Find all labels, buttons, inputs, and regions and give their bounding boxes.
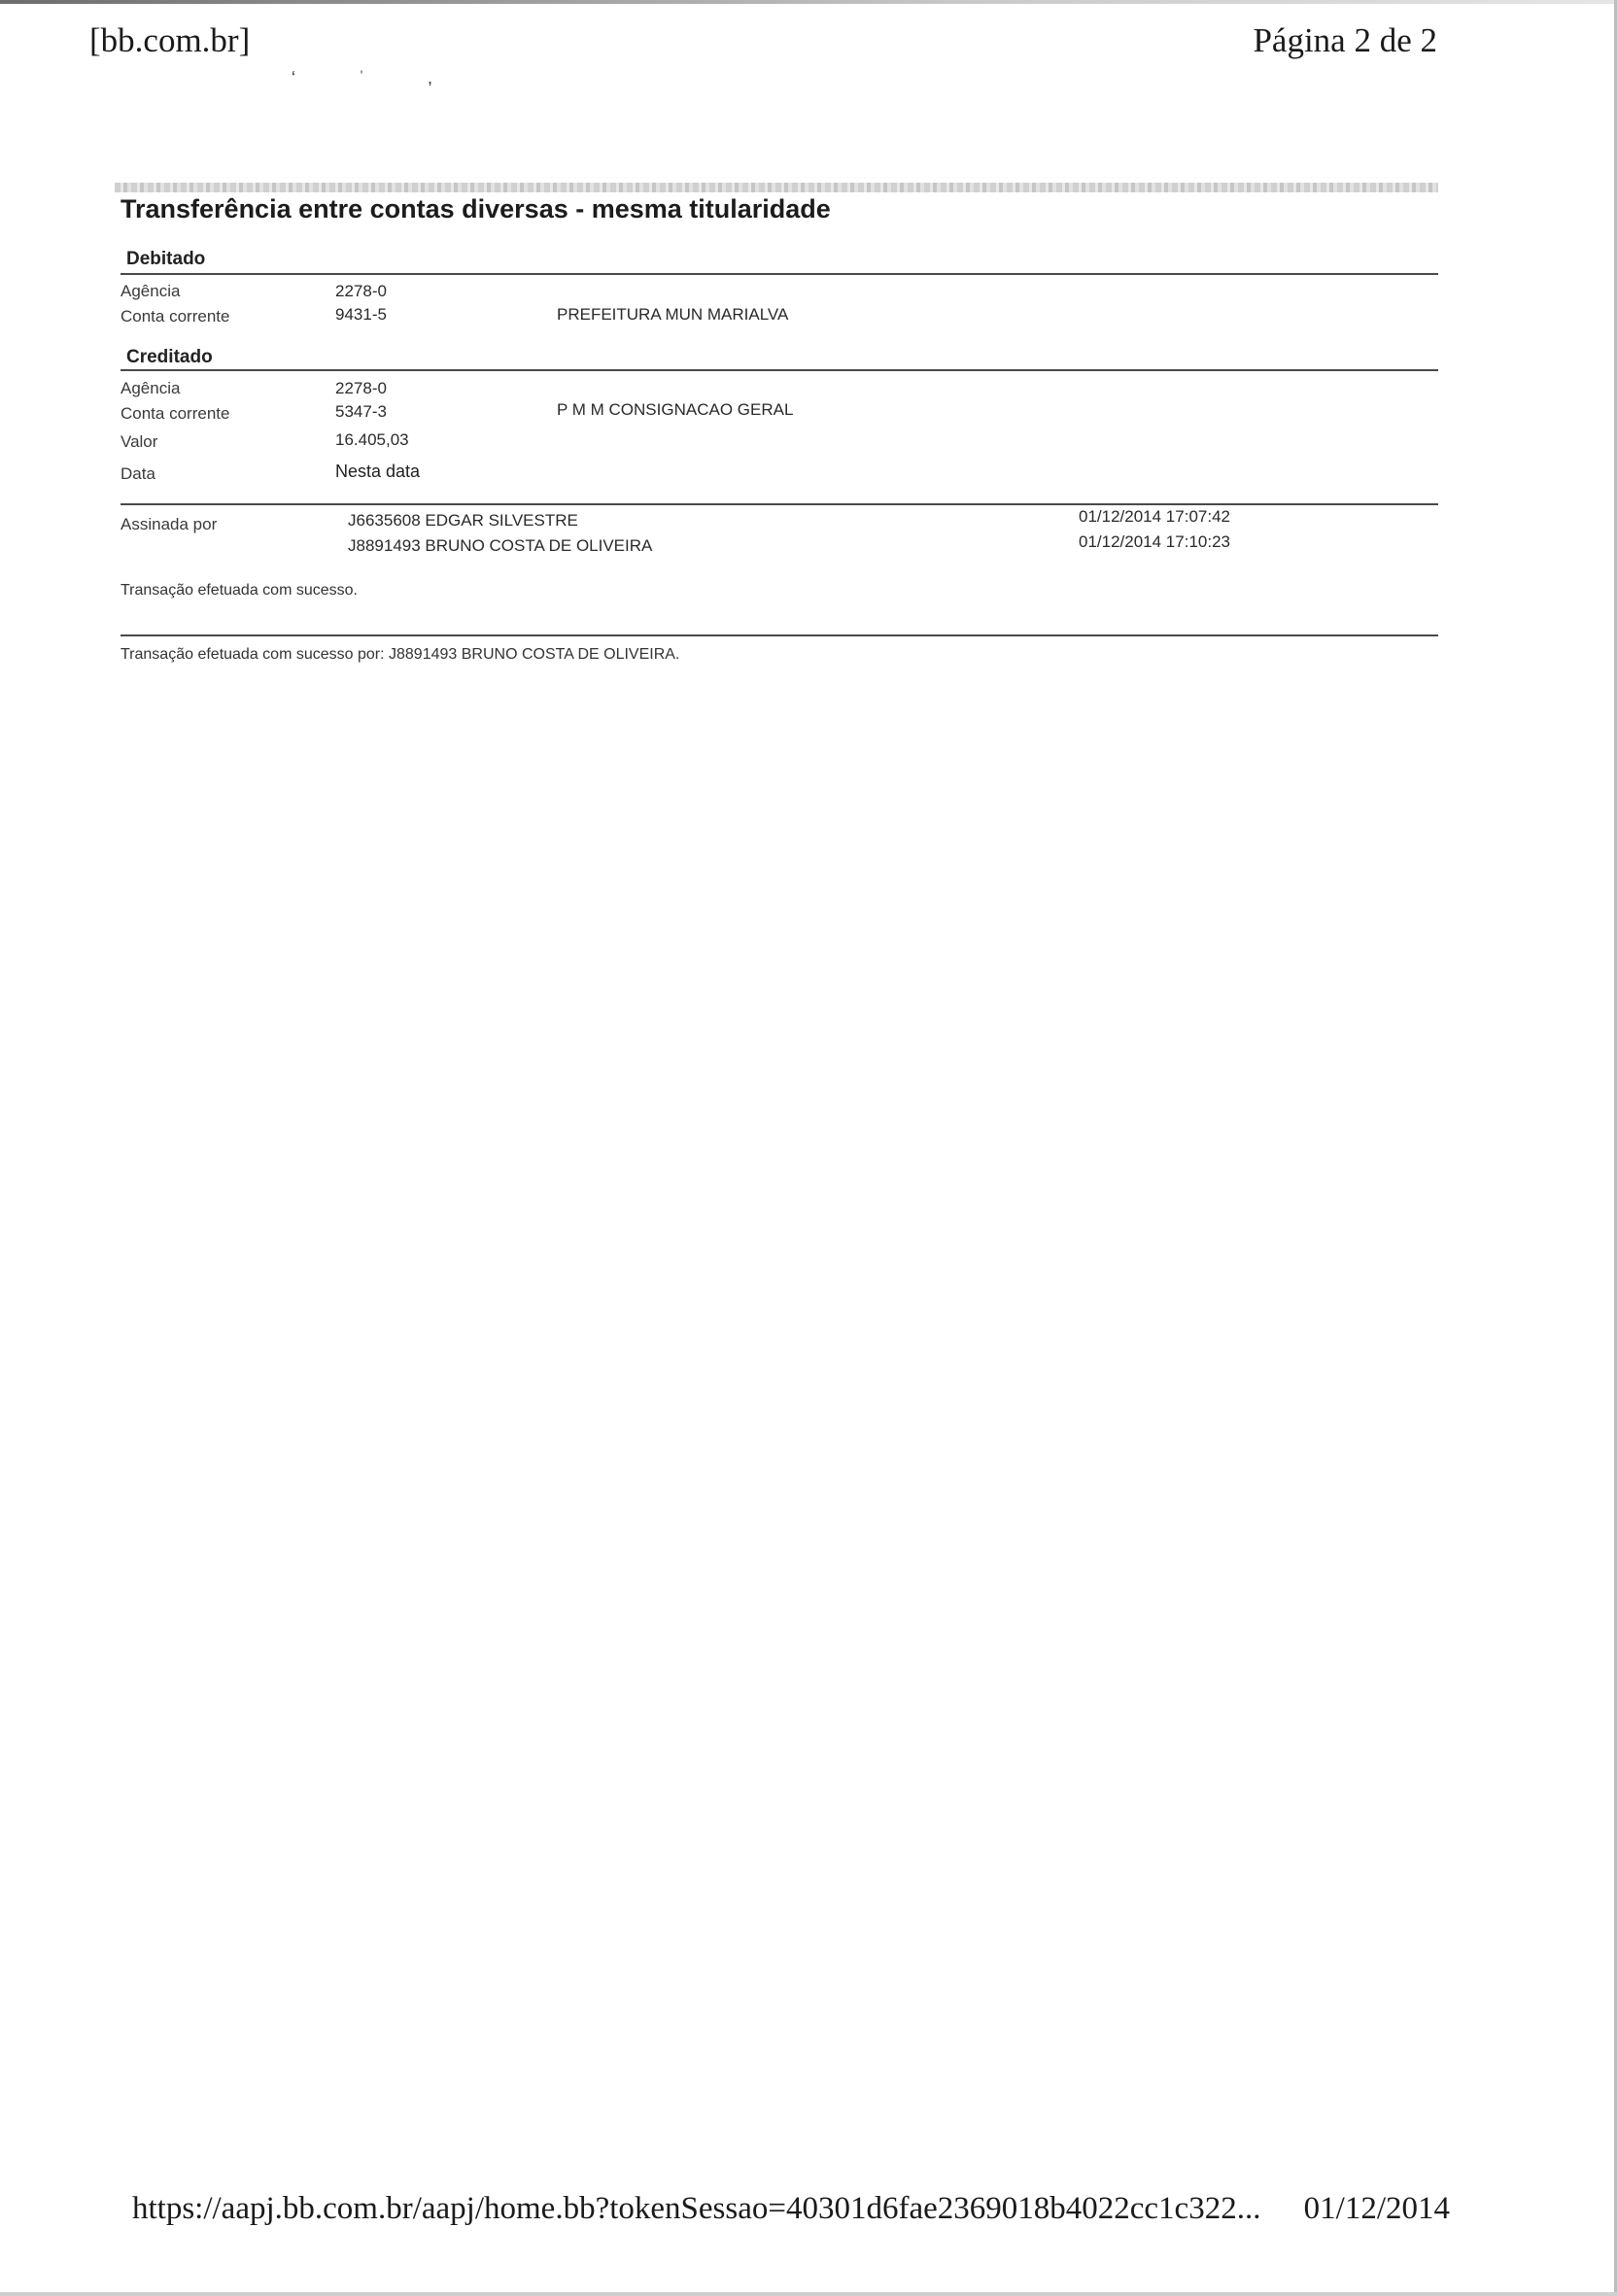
- signer-2-name: J8891493 BRUNO COSTA DE OLIVEIRA: [348, 536, 653, 555]
- header-site: [bb.com.br]: [89, 21, 251, 59]
- debitado-rule: [120, 273, 1438, 275]
- creditado-titular: P M M CONSIGNACAO GERAL: [557, 400, 794, 419]
- status-message: Transação efetuada com sucesso.: [120, 582, 358, 599]
- footer-url: https://aapj.bb.com.br/aapj/home.bb?tokenSessao=40301d6fae2369018b4022cc1c322...: [132, 2191, 1261, 2226]
- creditado-valor-value: 16.405,03: [335, 430, 409, 449]
- debitado-heading: Debitado: [126, 249, 206, 269]
- creditado-data-label: Data: [120, 464, 155, 483]
- creditado-valor-label: Valor: [120, 432, 158, 451]
- assinatura-rule: [120, 503, 1438, 505]
- debitado-conta-value: 9431-5: [335, 305, 387, 324]
- signer-1-name: J6635608 EDGAR SILVESTRE: [348, 511, 578, 530]
- creditado-data-value: Nesta data: [335, 462, 421, 481]
- debitado-conta-label: Conta corrente: [120, 307, 230, 326]
- status-rule: [120, 634, 1438, 636]
- debitado-agencia-label: Agência: [120, 282, 181, 300]
- page-title: Transferência entre contas diversas - mesma titularidade: [120, 194, 831, 223]
- assinada-por-label: Assinada por: [120, 515, 218, 533]
- creditado-rule: [120, 369, 1438, 371]
- scan-bottom-edge: [0, 2292, 1617, 2296]
- debitado-titular: PREFEITURA MUN MARIALVA: [557, 305, 789, 324]
- creditado-heading: Creditado: [126, 347, 213, 367]
- scan-top-edge: [0, 0, 1617, 4]
- header-page-number: Página 2 de 2: [1253, 21, 1437, 59]
- signer-2-datetime: 01/12/2014 17:10:23: [1079, 532, 1230, 551]
- creditado-conta-label: Conta corrente: [120, 404, 230, 423]
- creditado-agencia-label: Agência: [120, 379, 181, 397]
- debitado-agencia-value: 2278-0: [335, 282, 387, 300]
- header-marks: ‘ ˈ ,: [292, 68, 462, 87]
- footer-date: 01/12/2014: [1303, 2191, 1450, 2226]
- title-band: [115, 183, 1438, 192]
- signer-1-datetime: 01/12/2014 17:07:42: [1079, 507, 1230, 526]
- creditado-conta-value: 5347-3: [335, 402, 387, 421]
- status-by-message: Transação efetuada com sucesso por: J8891493 BRUNO COSTA DE OLIVEIRA.: [120, 646, 680, 663]
- creditado-agencia-value: 2278-0: [335, 379, 387, 397]
